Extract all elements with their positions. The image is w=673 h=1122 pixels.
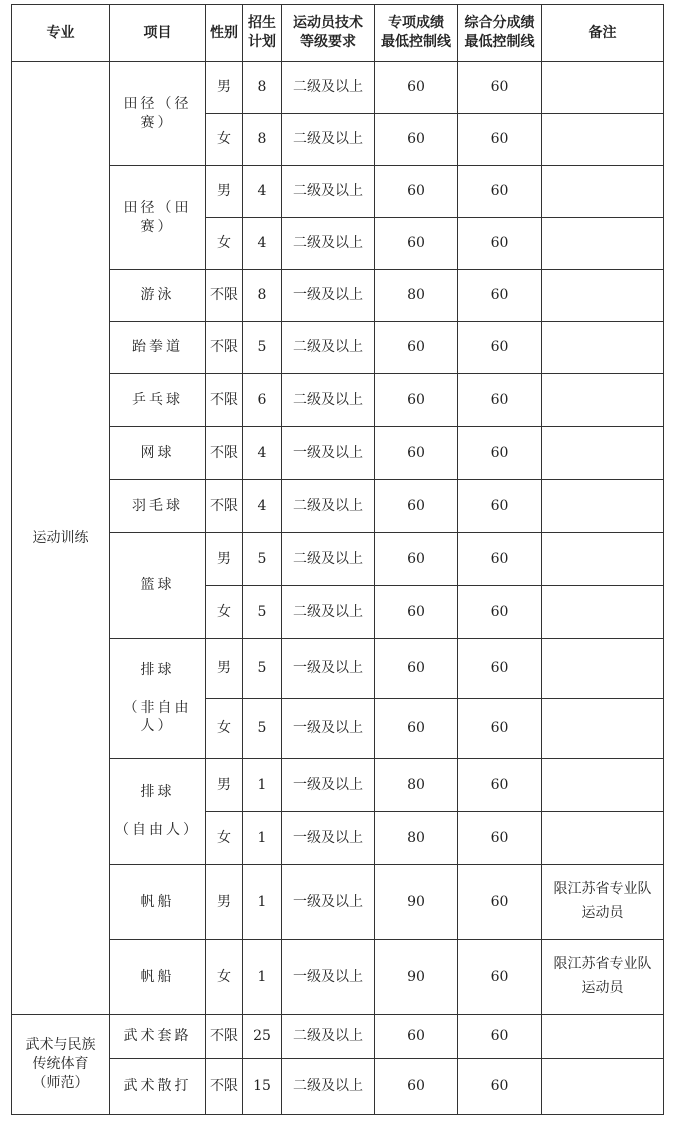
header-major: 专业	[12, 5, 110, 62]
plan-cell: 1	[243, 759, 282, 812]
level-cell: 一级及以上	[282, 940, 375, 1015]
composite-score-cell: 60	[458, 374, 542, 427]
header-level: 运动员技术 等级要求	[282, 5, 375, 62]
plan-cell: 4	[243, 218, 282, 270]
composite-score-cell: 60	[458, 322, 542, 374]
level-cell: 二级及以上	[282, 166, 375, 218]
plan-cell: 4	[243, 427, 282, 480]
header-composite-score: 综合分成绩 最低控制线	[458, 5, 542, 62]
special-score-cell: 60	[375, 480, 458, 533]
header-remark: 备注	[542, 5, 664, 62]
remark-cell	[542, 759, 664, 812]
remark-cell	[542, 270, 664, 322]
level-cell: 一级及以上	[282, 270, 375, 322]
table-row	[12, 533, 664, 586]
level-cell: 一级及以上	[282, 759, 375, 812]
level-cell: 二级及以上	[282, 114, 375, 166]
table-row	[12, 639, 664, 699]
level-cell: 一级及以上	[282, 865, 375, 940]
gender-cell: 男	[206, 759, 243, 812]
level-cell: 二级及以上	[282, 1059, 375, 1115]
level-cell: 二级及以上	[282, 62, 375, 114]
header-row	[12, 5, 664, 62]
table-row	[12, 1015, 664, 1059]
item-cell: 帆船	[110, 940, 206, 1015]
special-score-cell: 60	[375, 218, 458, 270]
table-row	[12, 322, 664, 374]
level-cell: 二级及以上	[282, 480, 375, 533]
gender-cell: 男	[206, 639, 243, 699]
gender-cell: 女	[206, 218, 243, 270]
gender-cell: 不限	[206, 1059, 243, 1115]
remark-cell	[542, 427, 664, 480]
plan-cell: 5	[243, 586, 282, 639]
plan-cell: 8	[243, 114, 282, 166]
remark-cell	[542, 533, 664, 586]
plan-cell: 6	[243, 374, 282, 427]
header-item: 项目	[110, 5, 206, 62]
table-row	[12, 480, 664, 533]
remark-cell: 限江苏省专业队 运动员	[542, 865, 664, 940]
level-cell: 二级及以上	[282, 586, 375, 639]
gender-cell: 女	[206, 812, 243, 865]
remark-cell	[542, 1015, 664, 1059]
special-score-cell: 80	[375, 812, 458, 865]
item-cell: 游泳	[110, 270, 206, 322]
gender-cell: 男	[206, 62, 243, 114]
level-cell: 二级及以上	[282, 533, 375, 586]
gender-cell: 不限	[206, 427, 243, 480]
plan-cell: 1	[243, 940, 282, 1015]
table-row	[12, 374, 664, 427]
table-row	[12, 940, 664, 1015]
special-score-cell: 60	[375, 533, 458, 586]
plan-cell: 5	[243, 639, 282, 699]
composite-score-cell: 60	[458, 480, 542, 533]
plan-cell: 4	[243, 166, 282, 218]
plan-cell: 8	[243, 62, 282, 114]
composite-score-cell: 60	[458, 812, 542, 865]
table-row	[12, 1059, 664, 1115]
special-score-cell: 60	[375, 114, 458, 166]
plan-cell: 15	[243, 1059, 282, 1115]
level-cell: 二级及以上	[282, 1015, 375, 1059]
item-cell: 排球 （自由人）	[110, 759, 206, 865]
composite-score-cell: 60	[458, 1059, 542, 1115]
gender-cell: 不限	[206, 270, 243, 322]
table-row	[12, 62, 664, 114]
special-score-cell: 80	[375, 270, 458, 322]
remark-cell	[542, 586, 664, 639]
gender-cell: 女	[206, 114, 243, 166]
composite-score-cell: 60	[458, 639, 542, 699]
level-cell: 一级及以上	[282, 699, 375, 759]
gender-cell: 女	[206, 940, 243, 1015]
remark-cell	[542, 480, 664, 533]
composite-score-cell: 60	[458, 533, 542, 586]
remark-cell	[542, 1059, 664, 1115]
composite-score-cell: 60	[458, 865, 542, 940]
plan-cell: 5	[243, 322, 282, 374]
remark-cell	[542, 166, 664, 218]
gender-cell: 男	[206, 166, 243, 218]
composite-score-cell: 60	[458, 586, 542, 639]
gender-cell: 女	[206, 586, 243, 639]
composite-score-cell: 60	[458, 270, 542, 322]
item-cell: 武术散打	[110, 1059, 206, 1115]
special-score-cell: 60	[375, 639, 458, 699]
plan-cell: 5	[243, 699, 282, 759]
composite-score-cell: 60	[458, 699, 542, 759]
composite-score-cell: 60	[458, 1015, 542, 1059]
table-row	[12, 865, 664, 940]
special-score-cell: 60	[375, 1059, 458, 1115]
special-score-cell: 60	[375, 374, 458, 427]
level-cell: 二级及以上	[282, 374, 375, 427]
header-special-score: 专项成绩 最低控制线	[375, 5, 458, 62]
level-cell: 一级及以上	[282, 427, 375, 480]
table-row	[12, 166, 664, 218]
item-cell: 羽毛球	[110, 480, 206, 533]
composite-score-cell: 60	[458, 218, 542, 270]
remark-cell	[542, 374, 664, 427]
gender-cell: 女	[206, 699, 243, 759]
header-gender: 性别	[206, 5, 243, 62]
composite-score-cell: 60	[458, 759, 542, 812]
level-cell: 二级及以上	[282, 218, 375, 270]
plan-cell: 4	[243, 480, 282, 533]
plan-cell: 1	[243, 812, 282, 865]
plan-cell: 8	[243, 270, 282, 322]
special-score-cell: 60	[375, 699, 458, 759]
special-score-cell: 60	[375, 166, 458, 218]
special-score-cell: 90	[375, 865, 458, 940]
item-cell: 跆拳道	[110, 322, 206, 374]
gender-cell: 不限	[206, 480, 243, 533]
special-score-cell: 80	[375, 759, 458, 812]
special-score-cell: 60	[375, 322, 458, 374]
plan-cell: 1	[243, 865, 282, 940]
item-cell: 篮球	[110, 533, 206, 639]
composite-score-cell: 60	[458, 940, 542, 1015]
remark-cell	[542, 639, 664, 699]
special-score-cell: 60	[375, 427, 458, 480]
special-score-cell: 60	[375, 586, 458, 639]
table-row	[12, 427, 664, 480]
remark-cell	[542, 114, 664, 166]
special-score-cell: 60	[375, 1015, 458, 1059]
item-cell: 田径（径 赛）	[110, 62, 206, 166]
composite-score-cell: 60	[458, 62, 542, 114]
header-plan: 招生 计划	[243, 5, 282, 62]
special-score-cell: 60	[375, 62, 458, 114]
gender-cell: 男	[206, 533, 243, 586]
item-cell: 帆船	[110, 865, 206, 940]
table-row	[12, 270, 664, 322]
level-cell: 一级及以上	[282, 639, 375, 699]
remark-cell	[542, 699, 664, 759]
admissions-table	[11, 4, 664, 1115]
remark-cell	[542, 62, 664, 114]
remark-cell	[542, 218, 664, 270]
plan-cell: 5	[243, 533, 282, 586]
item-cell: 田径（田 赛）	[110, 166, 206, 270]
gender-cell: 男	[206, 865, 243, 940]
level-cell: 二级及以上	[282, 322, 375, 374]
major-cell: 武术与民族 传统体育 （师范）	[12, 1015, 110, 1115]
item-cell: 网球	[110, 427, 206, 480]
gender-cell: 不限	[206, 1015, 243, 1059]
remark-cell: 限江苏省专业队 运动员	[542, 940, 664, 1015]
composite-score-cell: 60	[458, 427, 542, 480]
gender-cell: 不限	[206, 322, 243, 374]
item-cell: 排球 （非自由 人）	[110, 639, 206, 759]
special-score-cell: 90	[375, 940, 458, 1015]
composite-score-cell: 60	[458, 166, 542, 218]
remark-cell	[542, 812, 664, 865]
major-cell: 运动训练	[12, 62, 110, 1015]
item-cell: 武术套路	[110, 1015, 206, 1059]
level-cell: 一级及以上	[282, 812, 375, 865]
table-row	[12, 759, 664, 812]
gender-cell: 不限	[206, 374, 243, 427]
item-cell: 乒乓球	[110, 374, 206, 427]
composite-score-cell: 60	[458, 114, 542, 166]
remark-cell	[542, 322, 664, 374]
plan-cell: 25	[243, 1015, 282, 1059]
